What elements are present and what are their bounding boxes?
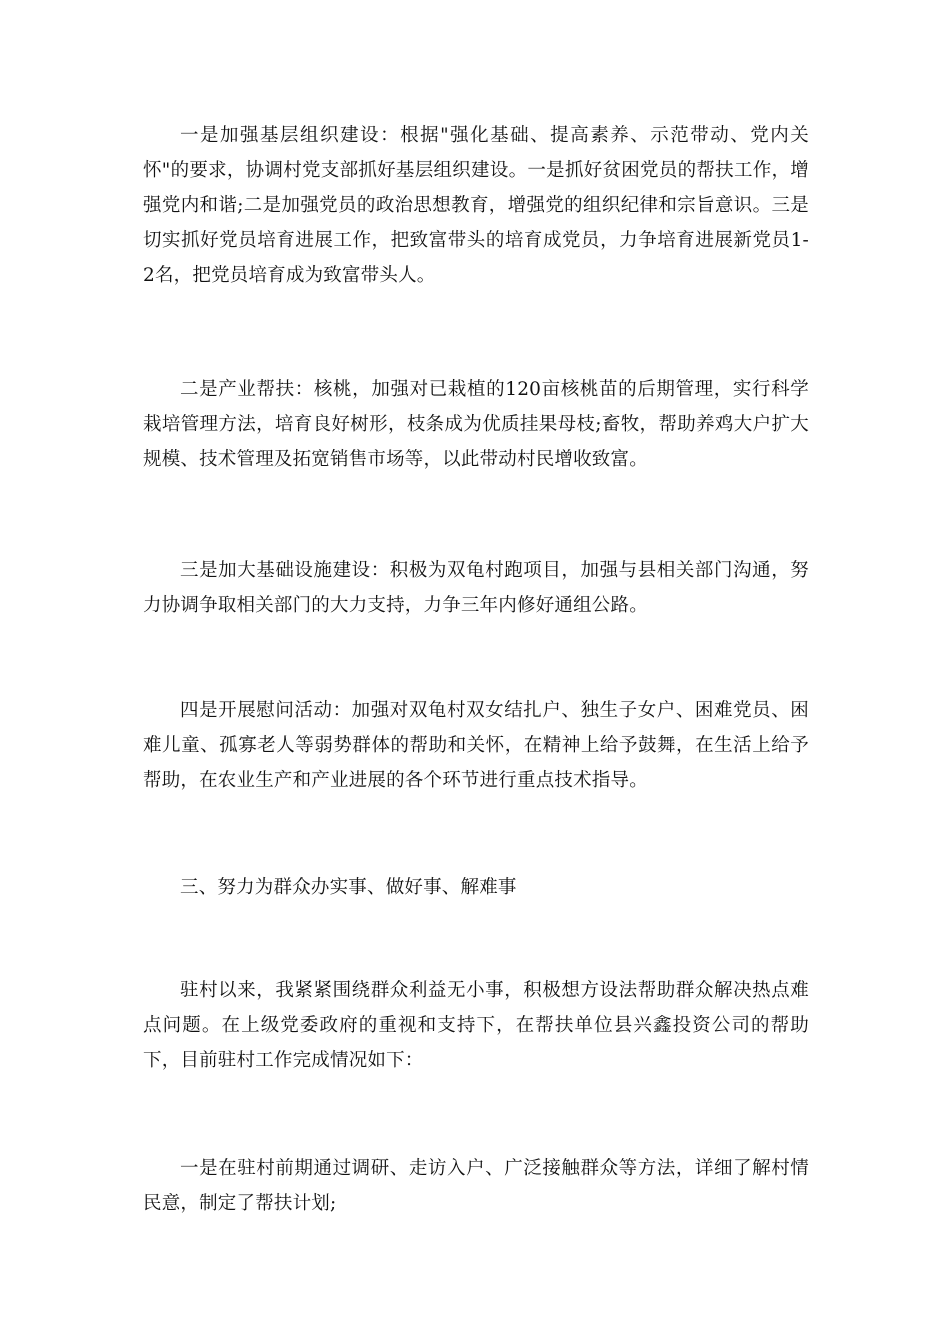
section-heading: 三、努力为群众办实事、做好事、解难事 [180, 877, 517, 898]
paragraph-early-stage-research: 一是在驻村前期通过调研、走访入户、广泛接触群众等方法，详细了解村情民意，制定了帮扶计划; [143, 1158, 809, 1214]
paragraph-infrastructure: 三是加大基础设施建设：积极为双龟村跑项目，加强与县相关部门沟通，努力协调争取相关部门的大力支持，力争三年内修好通组公路。 [143, 560, 809, 616]
paragraph-condolence-activities: 四是开展慰问活动：加强对双龟村双女结扎户、独生子女户、困难党员、困难儿童、孤寡老人等弱势群体的帮助和关怀，在精神上给予鼓舞，在生活上给予帮助，在农业生产和产业进展的各个环节进行重点技术指导。 [143, 700, 809, 791]
paragraph-organization-building: 一是加强基层组织建设：根据"强化基础、提高素养、示范带动、党内关怀"的要求，协调村党支部抓好基层组织建设。一是抓好贫困党员的帮扶工作，增强党内和谐;二是加强党员的政治思想教育，增强党的组织纪律和宗旨意识。三是切实抓好党员培育进展工作，把致富带头的培育成党员，力争培育进展新党员1-2名，把党员培育成为致富带头人。 [143, 125, 809, 286]
paragraph-industry-support: 二是产业帮扶：核桃，加强对已栽植的120亩核桃苗的后期管理，实行科学栽培管理方法，培育良好树形，枝条成为优质挂果母枝;畜牧，帮助养鸡大户扩大规模、技术管理及拓宽销售市场等，以此带动村民增收致富。 [143, 379, 809, 470]
paragraph-since-stationed: 驻村以来，我紧紧围绕群众利益无小事，积极想方设法帮助群众解决热点难点问题。在上级党委政府的重视和支持下，在帮扶单位县兴鑫投资公司的帮助下，目前驻村工作完成情况如下： [143, 980, 809, 1071]
